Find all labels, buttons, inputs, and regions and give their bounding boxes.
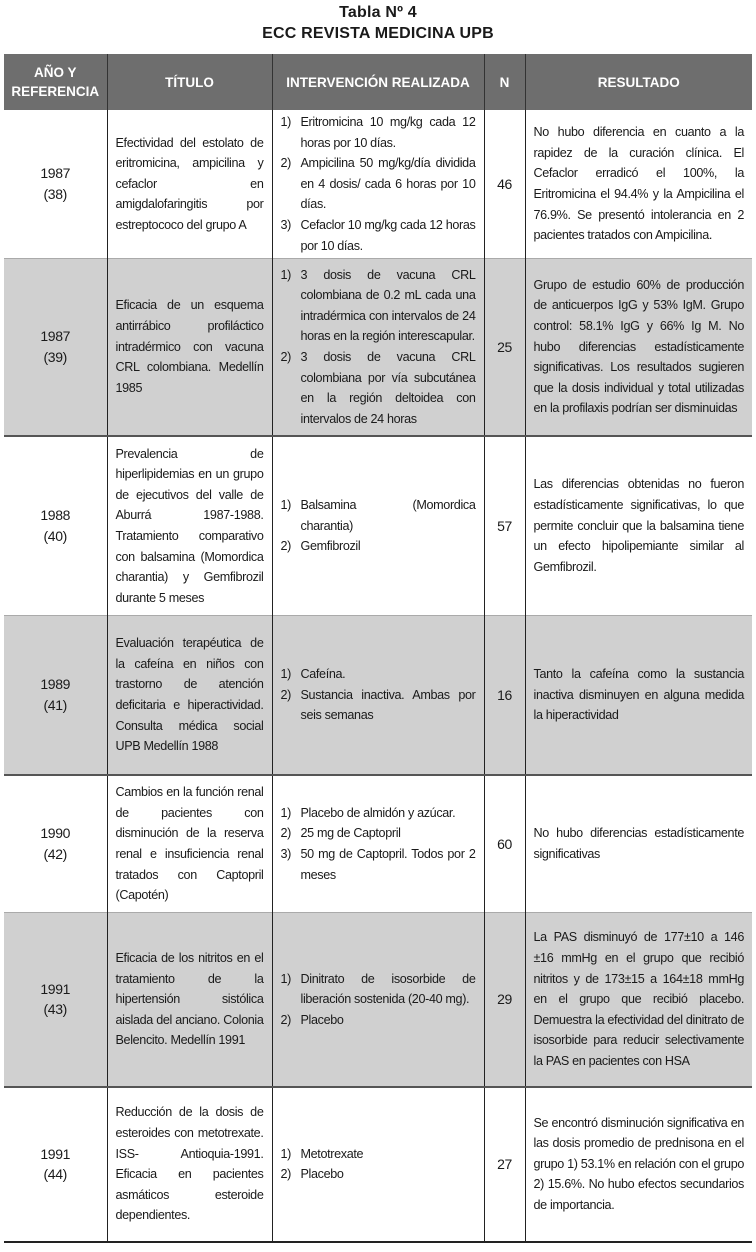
intervention-item bbox=[281, 153, 476, 215]
year: 1990 bbox=[40, 825, 71, 842]
year: 1991 bbox=[40, 1145, 71, 1162]
intervention-item bbox=[281, 536, 476, 557]
n-cell: 25 bbox=[484, 259, 525, 436]
year: 1988 bbox=[40, 507, 71, 524]
intervention-item bbox=[281, 495, 476, 536]
intervention-text: Cafeína. bbox=[300, 667, 346, 682]
reference: (40) bbox=[43, 527, 67, 544]
reference: (41) bbox=[43, 696, 67, 713]
intervention-number: 2) bbox=[280, 1167, 291, 1182]
col-header-title: TÍTULO bbox=[107, 54, 272, 110]
year-ref-cell bbox=[4, 259, 107, 436]
reference: (43) bbox=[43, 1001, 67, 1018]
intervention-number: 1) bbox=[280, 1146, 291, 1161]
col-header-n: N bbox=[484, 54, 525, 110]
intervention-cell bbox=[272, 110, 484, 259]
year-ref-cell bbox=[4, 436, 107, 616]
intervention-cell bbox=[272, 913, 484, 1087]
table-row bbox=[4, 436, 752, 616]
intervention-item bbox=[281, 664, 476, 685]
intervention-cell bbox=[272, 775, 484, 913]
table-row bbox=[4, 1087, 752, 1242]
title-cell: Prevalencia de hiperlipidemias en un grupo de ejecutivos del valle de Aburrá 1987-1988. Tratamiento comparativo con balsamina (Momordica charantia) y Gemfibrozil durante 5 meses bbox=[107, 436, 272, 616]
studies-table bbox=[4, 54, 752, 1243]
intervention-list bbox=[281, 803, 476, 885]
intervention-text: Gemfibrozil bbox=[300, 539, 361, 554]
intervention-text: 50 mg de Captopril. Todos por 2 meses bbox=[300, 846, 476, 882]
n-cell: 46 bbox=[484, 110, 525, 259]
reference: (42) bbox=[43, 845, 67, 862]
result-cell: La PAS disminuyó de 177±10 a 146 ±16 mmHg en el grupo que recibió nitritos y de 173±15 a 164±18 mmHg en el grupo que recibió placebo. Demuestra la efectividad del dinitrato de isosorbide para reducir selectivamente la PAS en pacientes con HSA bbox=[525, 913, 752, 1087]
table-row bbox=[4, 775, 752, 913]
intervention-number: 2) bbox=[280, 539, 291, 554]
year-ref-cell bbox=[4, 616, 107, 775]
col-header-year: AÑO Y REFERENCIA bbox=[4, 54, 107, 110]
year: 1987 bbox=[40, 328, 71, 345]
intervention-text: Placebo bbox=[300, 1167, 344, 1182]
intervention-item bbox=[281, 844, 476, 885]
n-cell: 27 bbox=[484, 1087, 525, 1242]
col-header-intervention: INTERVENCIÓN REALIZADA bbox=[272, 54, 484, 110]
intervention-text: Sustancia inactiva. Ambas por seis semanas bbox=[300, 687, 476, 723]
intervention-text: Balsamina (Momordica charantia) bbox=[300, 498, 476, 533]
n-cell: 57 bbox=[484, 436, 525, 616]
intervention-number: 2) bbox=[280, 1012, 291, 1027]
intervention-cell bbox=[272, 1087, 484, 1242]
intervention-cell bbox=[272, 616, 484, 775]
table-row bbox=[4, 110, 752, 259]
result-cell: Se encontró disminución significativa en las dosis promedio de prednisona en el grupo 1) 53.1% en relación con el grupo 2) 15.6%. No hubo efectos secundarios de importancia. bbox=[525, 1087, 752, 1242]
n-cell: 16 bbox=[484, 616, 525, 775]
intervention-number: 2) bbox=[280, 156, 291, 171]
reference: (39) bbox=[43, 348, 67, 365]
intervention-text: Dinitrato de isosorbide de liberación sostenida (20-40 mg). bbox=[300, 971, 476, 1007]
intervention-list bbox=[281, 664, 476, 726]
title-cell: Efectividad del estolato de eritromicina, ampicilina y cefaclor en amigdalofaringitis por estreptococo del grupo A bbox=[107, 110, 272, 259]
title-cell: Evaluación terapéutica de la cafeína en niños con trastorno de atención deficitaria e hiperactividad. Consulta médica social UPB Medellín 1988 bbox=[107, 616, 272, 775]
result-cell: No hubo diferencias estadísticamente significativas bbox=[525, 775, 752, 913]
intervention-number: 1) bbox=[280, 971, 291, 986]
intervention-number: 1) bbox=[280, 115, 291, 129]
intervention-item bbox=[281, 1164, 476, 1185]
intervention-item bbox=[281, 215, 476, 256]
intervention-item bbox=[281, 685, 476, 726]
intervention-number: 3) bbox=[280, 846, 291, 861]
intervention-item bbox=[281, 1010, 476, 1031]
intervention-text: 3 dosis de vacuna CRL colombiana por vía subcutánea en la región deltoidea con intervalos de 24 horas bbox=[300, 349, 476, 426]
title-cell: Eficacia de un esquema antirrábico profiláctico intradérmico con vacuna CRL colombiana. Medellín 1985 bbox=[107, 259, 272, 436]
year: 1987 bbox=[40, 165, 71, 182]
intervention-text: Placebo bbox=[300, 1012, 344, 1027]
intervention-list bbox=[281, 265, 476, 430]
intervention-text: 25 mg de Captopril bbox=[300, 826, 401, 841]
intervention-number: 1) bbox=[280, 805, 291, 820]
table-caption: Tabla Nº 4 bbox=[339, 4, 417, 21]
intervention-text: Cefaclor 10 mg/kg cada 12 horas por 10 días. bbox=[300, 217, 476, 253]
year-ref-cell bbox=[4, 913, 107, 1087]
intervention-text: Ampicilina 50 mg/kg/día dividida en 4 dosis/ cada 6 horas por 10 días. bbox=[300, 156, 476, 212]
title-cell: Eficacia de los nitritos en el tratamiento de la hipertensión sistólica aislada del anciano. Colonia Belencito. Medellín 1991 bbox=[107, 913, 272, 1087]
reference: (38) bbox=[43, 186, 67, 203]
table-row bbox=[4, 913, 752, 1087]
intervention-number: 2) bbox=[280, 349, 291, 364]
intervention-list bbox=[281, 495, 476, 557]
intervention-item bbox=[281, 1144, 476, 1165]
result-cell: No hubo diferencia en cuanto a la rapidez de la curación clínica. El Cefaclor erradicó el 100%, la Eritromicina el 94.4% y la Ampicilina el 76.9%. Se presentó intolerancia en 2 pacientes tratados con Ampicilina. bbox=[525, 110, 752, 259]
intervention-text: Placebo de almidón y azúcar. bbox=[300, 805, 456, 820]
intervention-number: 2) bbox=[280, 687, 291, 702]
table-row bbox=[4, 616, 752, 775]
title-cell: Cambios en la función renal de pacientes con disminución de la reserva renal e insuficiencia renal tratados con Captopril (Capotén) bbox=[107, 775, 272, 913]
intervention-number: 2) bbox=[280, 826, 291, 841]
reference: (44) bbox=[43, 1166, 67, 1183]
intervention-number: 1) bbox=[280, 498, 291, 513]
intervention-text: Metotrexate bbox=[300, 1146, 364, 1161]
intervention-item bbox=[281, 823, 476, 844]
intervention-text: Eritromicina 10 mg/kg cada 12 horas por 10 días. bbox=[300, 115, 476, 150]
intervention-item bbox=[281, 265, 476, 347]
intervention-cell bbox=[272, 436, 484, 616]
intervention-item bbox=[281, 803, 476, 824]
intervention-list bbox=[281, 1144, 476, 1185]
intervention-cell bbox=[272, 259, 484, 436]
col-header-result: RESULTADO bbox=[525, 54, 752, 110]
year: 1989 bbox=[40, 676, 71, 693]
result-cell: Las diferencias obtenidas no fueron estadísticamente significativas, lo que permite concluir que la balsamina tiene un efecto hipolipemiante similar al Gemfibrozil. bbox=[525, 436, 752, 616]
n-cell: 29 bbox=[484, 913, 525, 1087]
intervention-number: 3) bbox=[280, 217, 291, 232]
header-row bbox=[4, 54, 752, 110]
table-row bbox=[4, 259, 752, 436]
intervention-number: 1) bbox=[280, 667, 291, 682]
intervention-list bbox=[281, 112, 476, 256]
intervention-item bbox=[281, 969, 476, 1010]
result-cell: Grupo de estudio 60% de producción de anticuerpos IgG y 53% IgM. Grupo control: 58.1% IgG y 66% Ig M. No hubo diferencias estadísticamente significativas. Los resultados sugieren que la dosis individual y total utilizadas en la profilaxis podrían ser disminuidas bbox=[525, 259, 752, 436]
intervention-item bbox=[281, 112, 476, 153]
title-cell: Reducción de la dosis de esteroides con metotrexate. ISS- Antioquia-1991. Eficacia en pacientes asmáticos esteroide dependientes. bbox=[107, 1087, 272, 1242]
intervention-item bbox=[281, 347, 476, 429]
n-cell: 60 bbox=[484, 775, 525, 913]
intervention-list bbox=[281, 969, 476, 1031]
year-ref-cell bbox=[4, 1087, 107, 1242]
year: 1991 bbox=[40, 980, 71, 997]
table-subtitle: ECC REVISTA MEDICINA UPB bbox=[262, 25, 494, 42]
intervention-text: 3 dosis de vacuna CRL colombiana de 0.2 mL cada una intradérmica con intervalos de 24 horas en la región interescapular. bbox=[300, 267, 476, 344]
year-ref-cell bbox=[4, 110, 107, 259]
year-ref-cell bbox=[4, 775, 107, 913]
result-cell: Tanto la cafeína como la sustancia inactiva disminuyen en alguna medida la hiperactividad bbox=[525, 616, 752, 775]
intervention-number: 1) bbox=[280, 267, 291, 282]
